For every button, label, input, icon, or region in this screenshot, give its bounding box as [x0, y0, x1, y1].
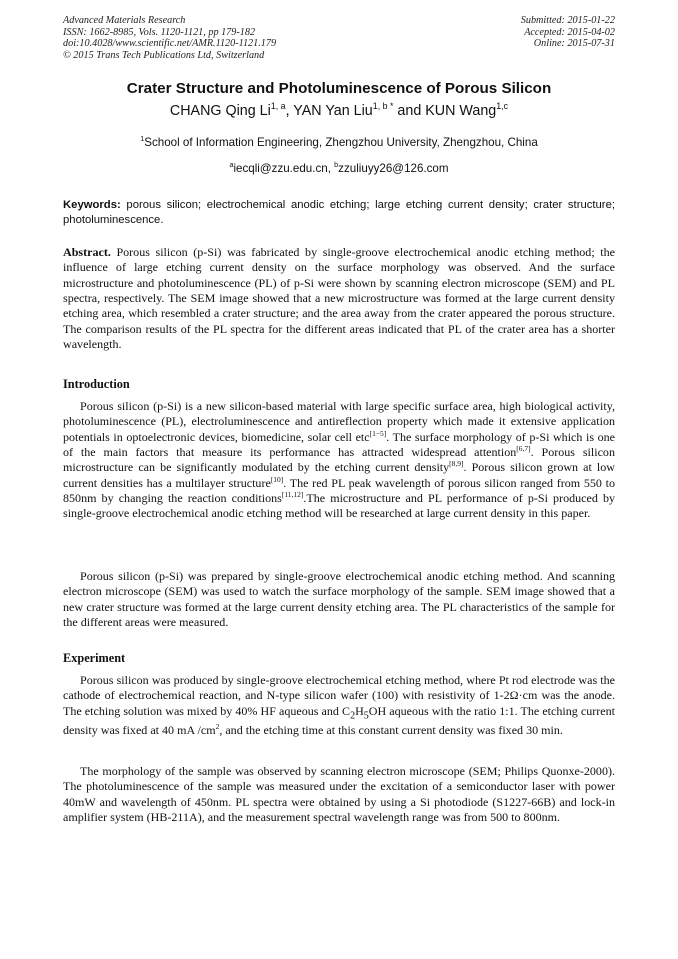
email-separator: ,: [327, 162, 335, 175]
submitted-date: Submitted: 2015-01-22: [520, 15, 615, 26]
experiment-paragraph-1: [63, 673, 615, 739]
issn-line: ISSN: 1662-8985, Vols. 1120-1121, pp 179-182: [63, 26, 256, 38]
paragraph-text: Porous silicon was produced by single-groove electrochemical etching method, where Pt rod electrode was the cathode of electrochemical reaction, and N-type silicon wafer (100) with resistivity of 1-2Ω·cm was the anode. The etching solution was mixed by 40% HF aqueous and C: [63, 673, 615, 718]
paper-title: Crater Structure and Photoluminescence of Porous Silicon: [126, 80, 552, 97]
abstract-label: Abstract.: [63, 245, 111, 259]
author-affiliation-mark: 1, b *: [372, 101, 394, 112]
author-affiliation-mark: 1, a: [270, 101, 286, 112]
author-name: KUN Wang: [425, 103, 497, 119]
affiliation-text: School of Information Engineering, Zhengzhou University, Zhengzhou, China: [144, 136, 538, 149]
email-mark: b: [334, 160, 339, 170]
journal-name: Advanced Materials Research: [63, 15, 186, 26]
author-name: CHANG Qing Li: [169, 103, 271, 119]
paragraph-text: . The red PL peak wavelength of porous silicon ranged from 550 to 850nm by changing the reaction conditions: [63, 475, 615, 506]
abstract-text: Porous silicon (p-Si) was fabricated by single-groove electrochemical anodic etching method; the influence of large etching current density on the surface morphology was observed. And the surface microstructure and photoluminescence (PL) of p-Si were shown by scanning electron microscope (SEM) and PL spectra, respectively. The SEM image showed that a new microstructure was formed at the large current density etching area, which resembled a crater structure; and the area away from the crater appeared the porous structure. The comparison results of the PL spectra for the different areas indicated that PL of the crater area has a shorter wavelength.: [63, 245, 615, 352]
keywords-label: Keywords:: [63, 199, 121, 211]
email-address[interactable]: iecqli@zzu.edu.cn: [233, 162, 328, 175]
paragraph-text: Porous silicon (p-Si) is a new silicon-based material with large specific surface area, high biological activity, photoluminescence (PL), electroluminescence and antireflection property which made it extensive application potentials in optoelectronic devices, biomedicine, solar cell etc: [63, 399, 615, 444]
subscript: 5: [363, 710, 369, 722]
doi-line: doi:10.4028/www.scientific.net/AMR.1120-1121.179: [63, 38, 277, 50]
paragraph-text: . The surface morphology of p-Si which is one of the main factors that measure its performance has attracted widespread attention: [63, 429, 615, 460]
citation-ref[interactable]: [11,12]: [281, 490, 304, 500]
email-address[interactable]: zzuliuyy26@126.com: [338, 162, 449, 175]
paragraph-text: , and the etching time at this constant current density was fixed 30 min.: [219, 723, 563, 738]
journal-header-right: [521, 15, 615, 50]
paragraph-text: . Porous silicon microstructure can be significantly modulated by the etching current density: [63, 445, 615, 475]
keywords-text: porous silicon; electrochemical anodic etching; large etching current density; crater structure; photoluminescence.: [63, 199, 615, 226]
affiliation-mark: 1: [140, 134, 145, 144]
paragraph-text: H: [355, 703, 364, 718]
keywords-section: [63, 198, 615, 228]
copyright-line: © 2015 Trans Tech Publications Ltd, Switzerland: [63, 49, 265, 61]
author-separator: ,: [285, 103, 294, 119]
citation-ref[interactable]: [1−5]: [369, 428, 387, 438]
experiment-paragraph-2: The morphology of the sample was observed by scanning electron microscope (SEM; Philips Quonxe-2000). The photoluminescence of the sample was measured under the excitation of a semiconductor laser with power 40mW and wavelength of 450nm. PL spectra were obtained by using a Si photodiode (S1227-66B) and lock-in amplifier system (HB-211A), and the measurement spectral wavelength range was from 500 to 800nm.: [63, 764, 615, 825]
email-mark: a: [229, 160, 234, 170]
citation-ref[interactable]: [8,9]: [449, 459, 464, 469]
paragraph-text: . Porous silicon grown at low current densities has a multilayer structure: [63, 460, 615, 490]
introduction-paragraph-1: [63, 399, 615, 522]
paragraph-text: .The microstructure and PL performance of p-Si produced by single-groove electrochemical anodic etching method will be researched at large current density in this paper.: [63, 491, 615, 521]
introduction-paragraph-2: Porous silicon (p-Si) was prepared by single-groove electrochemical anodic etching method. And scanning electron microscope (SEM) was used to watch the surface morphology of the sample. SEM image showed that a new crater structure was formed at the large current density etching area. The PL characteristics of the sample for the different areas were measured.: [63, 569, 615, 630]
author-affiliation-mark: 1,c: [496, 101, 509, 112]
citation-ref[interactable]: [6,7]: [516, 444, 531, 454]
introduction-heading: Introduction: [63, 377, 130, 391]
author-list: [0, 103, 678, 119]
online-date: Online: 2015-07-31: [533, 38, 615, 50]
subscript: 2: [350, 710, 356, 722]
author-name: YAN Yan Liu: [293, 103, 373, 119]
superscript: 2: [215, 722, 220, 732]
citation-ref[interactable]: [10]: [270, 474, 284, 484]
accepted-date: Accepted: 2015-04-02: [524, 26, 615, 38]
email-line: [0, 162, 678, 175]
affiliation: [0, 136, 678, 149]
journal-header-left: [63, 15, 276, 61]
abstract-section: [63, 245, 615, 352]
experiment-heading: Experiment: [63, 651, 126, 665]
paragraph-text: OH aqueous with the ratio 1:1. The etching current density was fixed at 40 mA /cm: [63, 703, 615, 738]
author-separator: and: [393, 103, 426, 119]
